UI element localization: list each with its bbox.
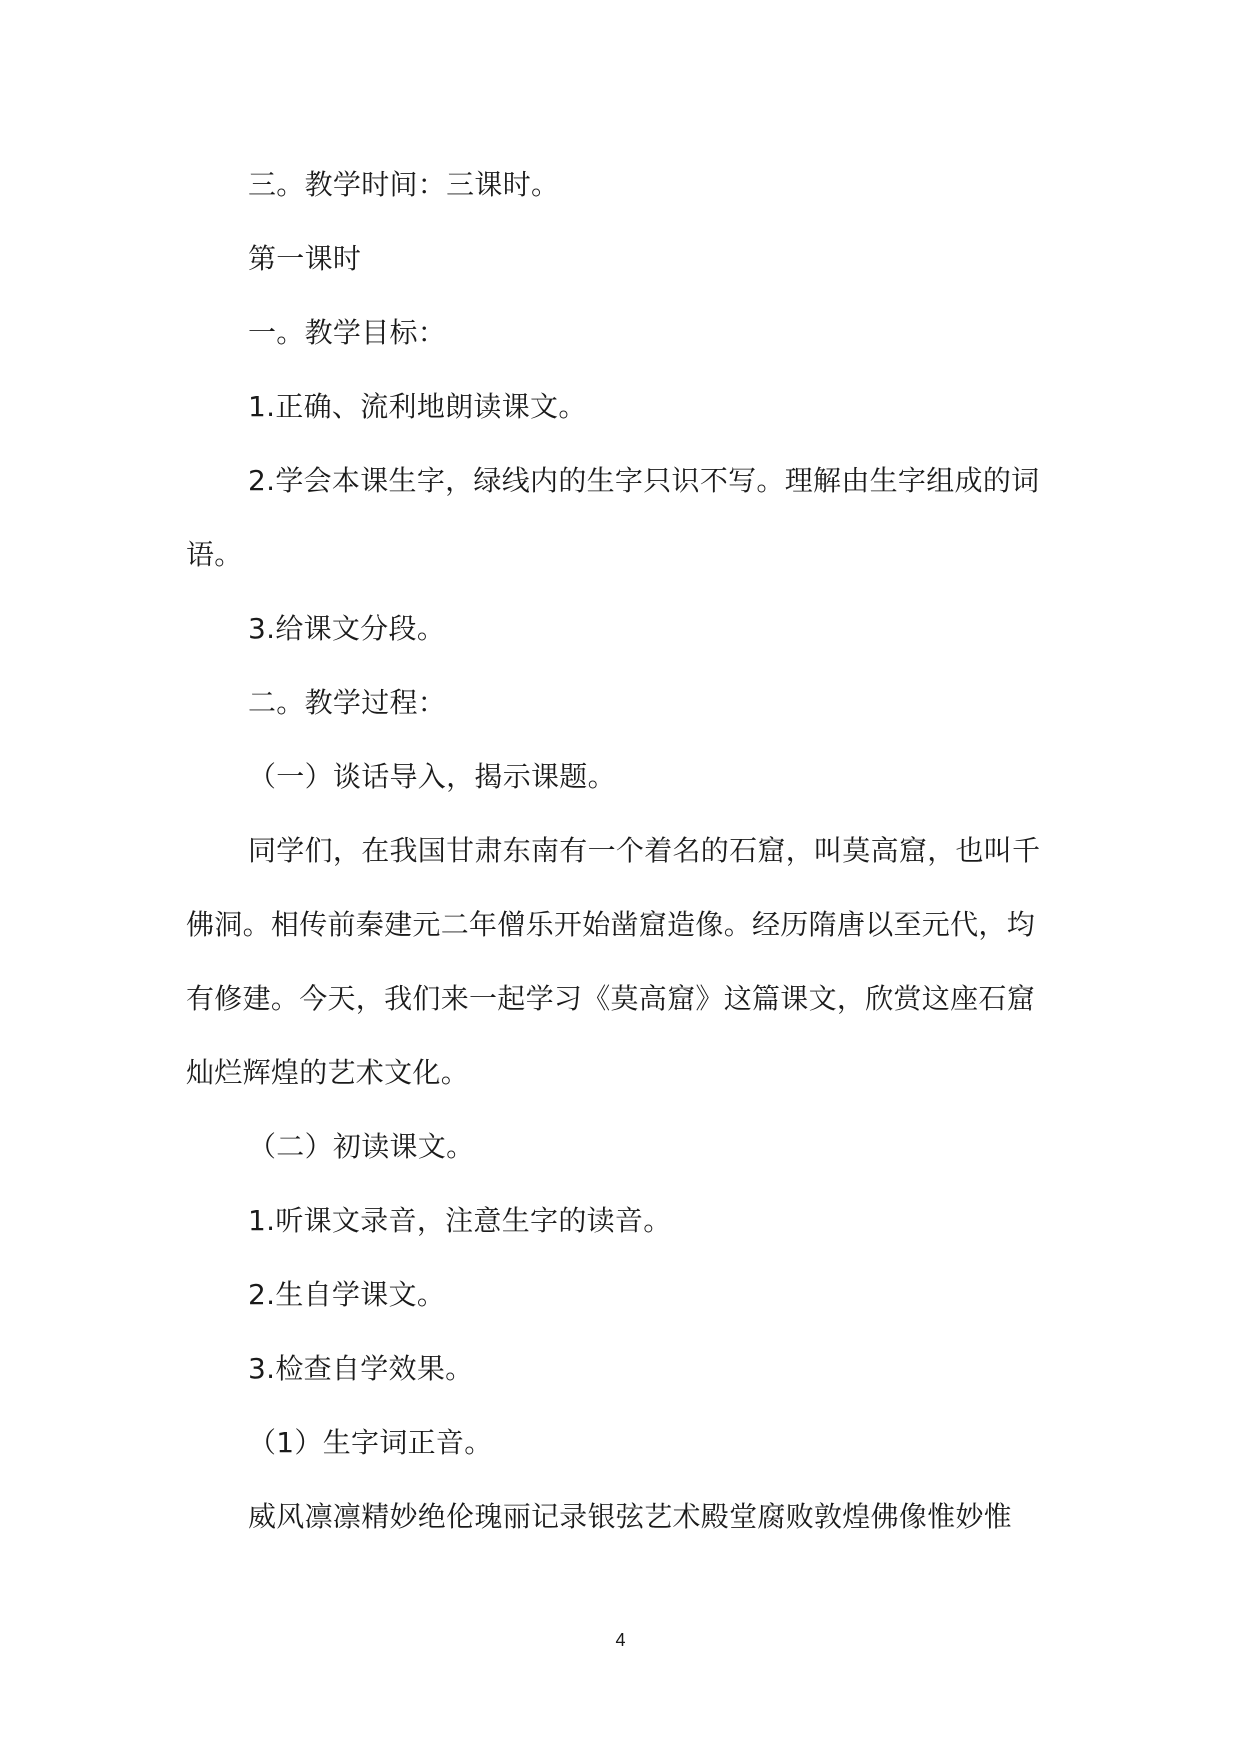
paragraph-vocabulary: 威风凛凛精妙绝伦瑰丽记录银弦艺术殿堂腐败敦煌佛像惟妙惟 xyxy=(248,1500,1013,1533)
paragraph-intro-body: 同学们，在我国甘肃东南有一个着名的石窟，叫莫高窟，也叫千佛洞。相传前秦建元二年僧乐开始凿窟造像。经历隋唐以至元代，均有修建。今天，我们来一起学习《莫高窟》这篇课文，欣赏这座石窟灿烂辉煌的艺术文化。 xyxy=(186,834,1041,1089)
paragraph-pronunciation: （1）生字词正音。 xyxy=(248,1426,493,1459)
document-body xyxy=(186,148,1056,1554)
paragraph-teaching-goals: 一。教学目标： xyxy=(248,316,447,349)
paragraph-first-reading: （二）初读课文。 xyxy=(248,1130,475,1163)
paragraph-teaching-time: 三。教学时间：三课时。 xyxy=(248,168,560,201)
paragraph-teaching-process: 二。教学过程： xyxy=(248,686,447,719)
page-number: 4 xyxy=(615,1630,626,1650)
paragraph-first-lesson: 第一课时 xyxy=(248,242,362,275)
paragraph-intro: （一）谈话导入，揭示课题。 xyxy=(248,760,616,793)
paragraph-goal-1: 1.正确、流利地朗读课文。 xyxy=(248,390,587,423)
paragraph-goal-3: 3.给课文分段。 xyxy=(248,612,446,645)
paragraph-step-2: 2.生自学课文。 xyxy=(248,1278,446,1311)
paragraph-step-3: 3.检查自学效果。 xyxy=(248,1352,474,1385)
paragraph-goal-2: 2.学会本课生字，绿线内的生字只识不写。理解由生字组成的词语。 xyxy=(186,464,1040,571)
paragraph-step-1: 1.听课文录音，注意生字的读音。 xyxy=(248,1204,672,1237)
